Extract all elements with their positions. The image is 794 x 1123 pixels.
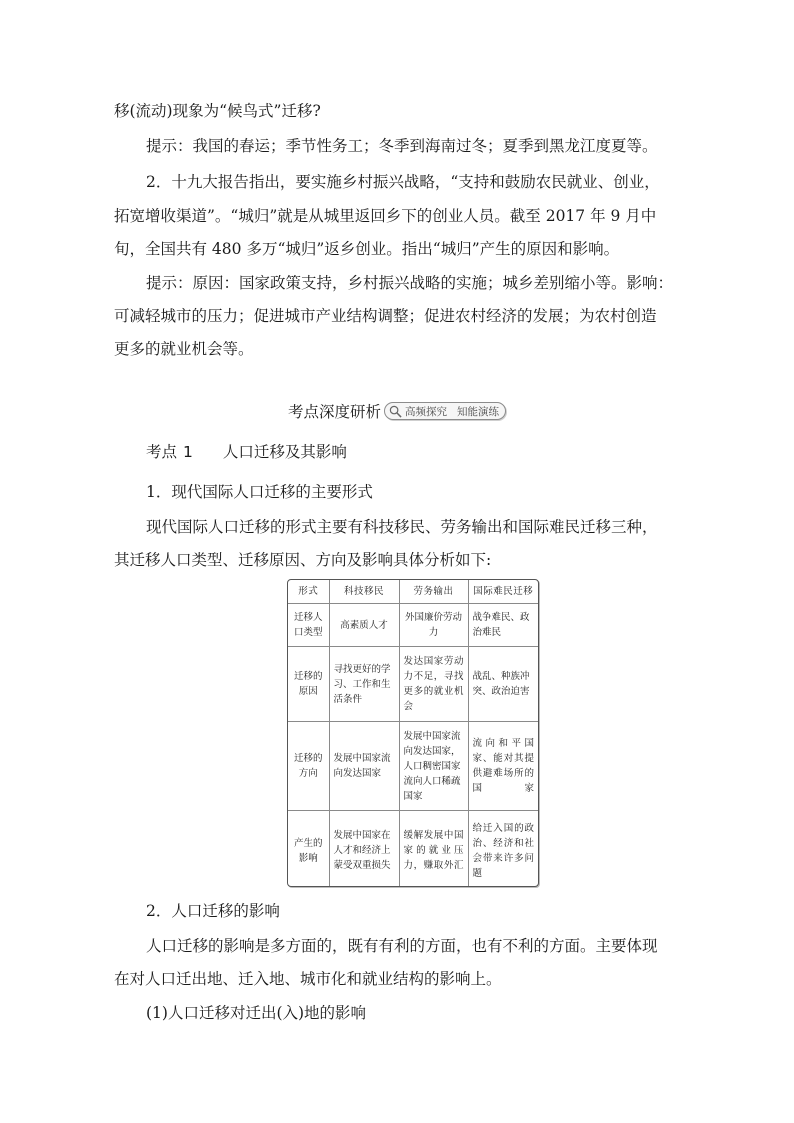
table-row xyxy=(288,722,538,811)
table-cell: 发展中国家流向发达国家，人口稠密国家流向人口稀疏国家 xyxy=(399,722,468,811)
table-row xyxy=(288,604,538,647)
subheading-1: 1．现代国际人口迁移的主要形式 xyxy=(146,483,373,501)
kaodian-title: 人口迁移及其影响 xyxy=(222,443,347,461)
table-row xyxy=(288,811,538,888)
section-title: 考点深度研析 xyxy=(287,403,381,421)
column-header: 国际难民迁移 xyxy=(468,580,538,604)
migration-grid xyxy=(288,580,538,887)
table-cell: 高素质人才 xyxy=(329,604,399,647)
kaodian-label: 考点 xyxy=(146,443,178,461)
row-header: 迁移的方向 xyxy=(288,722,329,811)
paragraph-line: 旬，全国共有 480 多万“城归”返乡创业。指出“城归”产生的原因和影响。 xyxy=(114,240,620,258)
table-cell: 寻找更好的学习、工作和生活条件 xyxy=(329,647,399,722)
table-cell: 发达国家劳动力不足，寻找更多的就业机会 xyxy=(399,647,468,722)
column-header: 形式 xyxy=(288,580,329,604)
kaodian-heading xyxy=(146,442,347,462)
table-header-row xyxy=(288,580,538,604)
tag-text-2: 知能演练 xyxy=(457,405,499,418)
kaodian-number: 1 xyxy=(183,443,193,461)
question-line: 2．十九大报告指出，要实施乡村振兴战略，“支持和鼓励农民就业、创业， xyxy=(146,173,660,191)
table-cell: 给迁入国的政治、经济和社会带来许多问题 xyxy=(468,811,538,888)
hint-line: 提示：我国的春运；季节性务工；冬季到海南过冬；夏季到黑龙江度夏等。 xyxy=(146,137,658,155)
paragraph-line: 可减轻城市的压力；促进城市产业结构调整；促进农村经济的发展；为农村创造 xyxy=(114,307,657,325)
column-header: 劳务输出 xyxy=(399,580,468,604)
table-row xyxy=(288,647,538,722)
table-cell: 发展中国家在人才和经济上蒙受双重损失 xyxy=(329,811,399,888)
magnifier-icon xyxy=(389,405,402,418)
column-header: 科技移民 xyxy=(329,580,399,604)
table-cell: 战乱、种族冲突、政治迫害 xyxy=(468,647,538,722)
intro-line: 现代国际人口迁移的形式主要有科技移民、劳务输出和国际难民迁移三种， xyxy=(146,518,658,536)
intro-line: 其迁移人口类型、迁移原因、方向及影响具体分析如下: xyxy=(114,551,492,569)
subheading-3: (1)人口迁移对迁出(入)地的影响 xyxy=(146,1004,367,1022)
effects-line: 在对人口迁出地、迁入地、城市化和就业结构的影响上。 xyxy=(114,970,502,988)
row-header: 迁移的原因 xyxy=(288,647,329,722)
table-cell: 战争难民、政治难民 xyxy=(468,604,538,647)
migration-table xyxy=(287,579,539,887)
table-cell: 外国廉价劳动力 xyxy=(399,604,468,647)
hint-line: 提示：原因：国家政策支持，乡村振兴战略的实施；城乡差别缩小等。影响： xyxy=(146,274,674,292)
section-tag xyxy=(384,402,506,420)
row-header: 迁移人口类型 xyxy=(288,604,329,647)
table-cell: 发展中国家流向发达国家 xyxy=(329,722,399,811)
section-header xyxy=(0,400,794,422)
paragraph-line: 移(流动)现象为“候鸟式”迁移? xyxy=(114,102,321,120)
table-cell: 流向和平国家、能对其提供避难场所的国家 xyxy=(468,722,538,811)
table-cell: 缓解发展中国家的就业压力，赚取外汇 xyxy=(399,811,468,888)
paragraph-line: 更多的就业机会等。 xyxy=(114,340,254,358)
tag-text-1: 高频探究 xyxy=(405,405,447,418)
row-header: 产生的影响 xyxy=(288,811,329,888)
effects-line: 人口迁移的影响是多方面的，既有有利的方面，也有不利的方面。主要体现 xyxy=(146,937,658,955)
subheading-2: 2．人口迁移的影响 xyxy=(146,902,280,920)
paragraph-line: 拓宽增收渠道”。“城归”就是从城里返回乡下的创业人员。截至 2017 年 9 月中 xyxy=(114,207,657,225)
